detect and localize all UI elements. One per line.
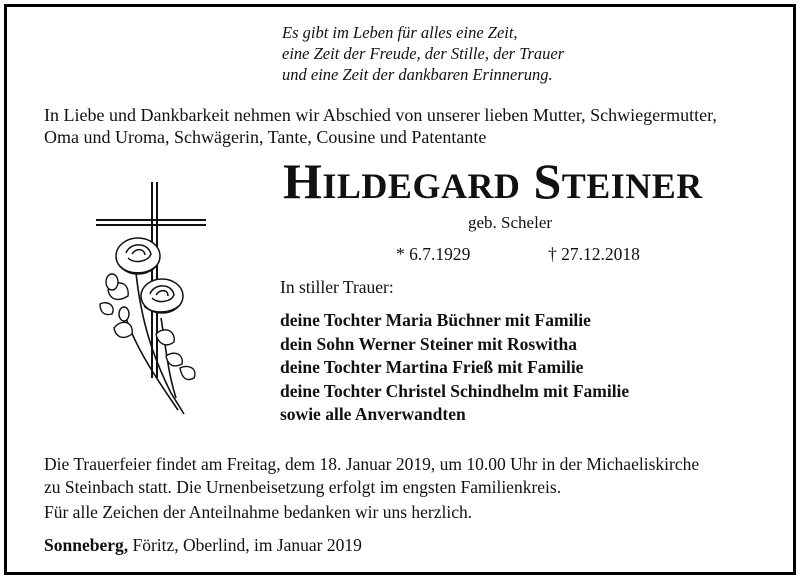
first-name-initial: H [283,153,323,209]
place-date [44,535,362,556]
mourner-item: dein Sohn Werner Steiner mit Roswitha [280,333,578,354]
place-rest: Föritz, Oberlind, im Januar 2019 [128,535,362,555]
intro-text [44,104,794,148]
mourning-label: In stiller Trauer: [280,277,394,297]
poem-line: eine Zeit der Freude, der Stille, der Trauer [282,44,565,63]
intro-line: In Liebe und Dankbarkeit nehmen wir Abschied von unserer lieben Mutter, Schwiegermutter, [44,105,717,125]
mourner-item: deine Tochter Martina Frieß mit Familie [280,357,584,378]
deceased-name [283,153,783,214]
funeral-line: zu Steinbach statt. Die Urnenbeisetzung erfolgt im engsten Familienkreis. [44,476,562,497]
thanks-text: Für alle Zeichen der Anteilnahme bedanken wir uns herzlich. [44,502,473,522]
mourner-item: deine Tochter Maria Büchner mit Familie [280,310,591,330]
funeral-details [44,453,794,498]
poem-line: und eine Zeit der dankbaren Erinnerung. [282,65,553,84]
mourner-item: sowie alle Anverwandten [280,404,466,425]
first-name-rest: ILDEGARD [322,166,521,206]
last-name-rest: TEINER [561,166,703,206]
mourner-item: deine Tochter Christel Schindhelm mit Familie [280,380,630,401]
birth-name: geb. Scheler [468,213,553,232]
birth-date: * 6.7.1929 [396,244,471,264]
funeral-line: Die Trauerfeier findet am Freitag, dem 18. Januar 2019, um 10.00 Uhr in der Michaeliskirche [44,454,700,474]
poem [282,22,702,85]
poem-line: Es gibt im Leben für alles eine Zeit, [282,23,518,42]
cross-with-roses-icon [96,178,206,428]
death-date: † 27.12.2018 [548,244,640,264]
last-name-initial: S [533,153,562,209]
place-main: Sonneberg, [44,535,129,555]
intro-line: Oma und Uroma, Schwägerin, Tante, Cousine und Patentante [44,127,487,147]
mourners-list [280,309,629,427]
